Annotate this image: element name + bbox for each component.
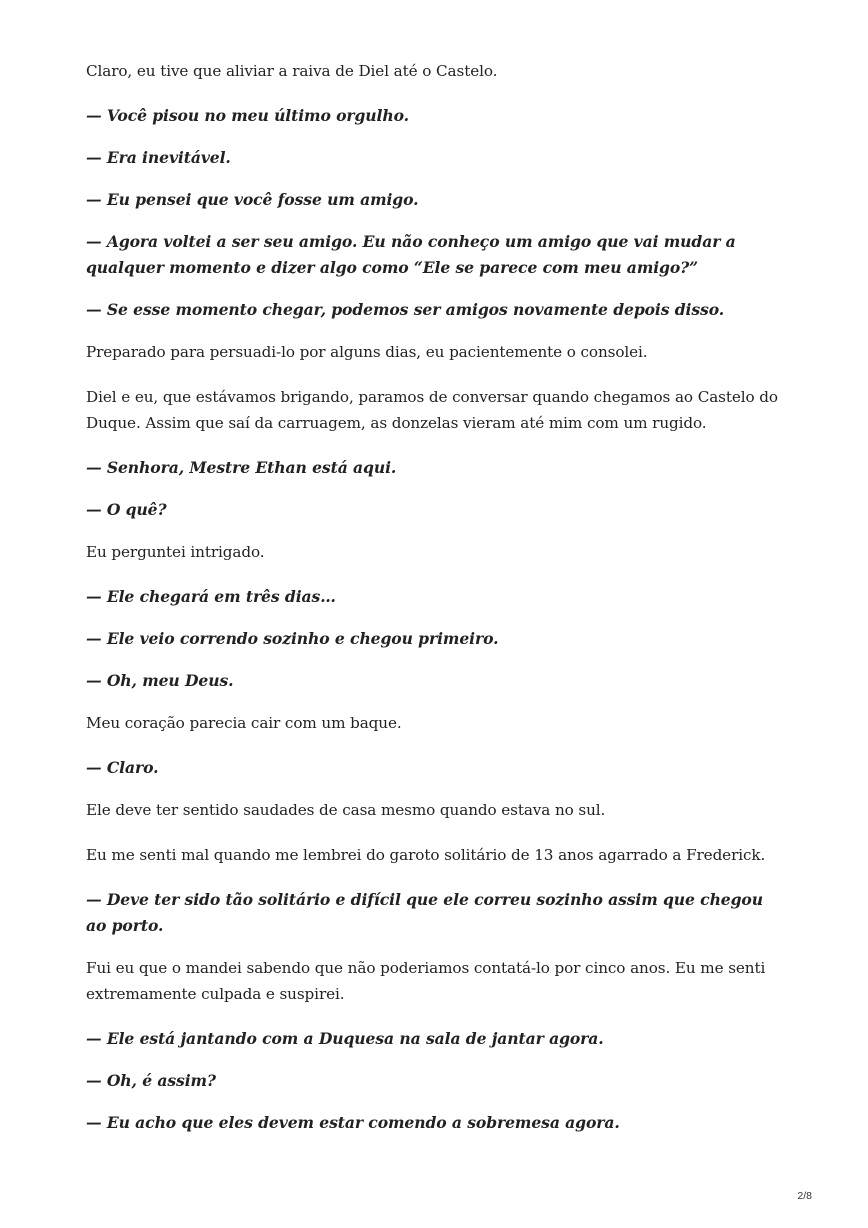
paragraph-speech: — Deve ter sido tão solitário e difícil que ele correu sozinho assim que chegou ao porto. bbox=[86, 890, 763, 935]
paragraph-narration: Fui eu que o mandei sabendo que não poderiamos contatá-lo por cinco anos. Eu me senti extremamente culpada e suspirei. bbox=[86, 959, 766, 1003]
paragraph-speech: — Senhora, Mestre Ethan está aqui. bbox=[86, 458, 397, 477]
paragraph-speech: — Ele chegará em três dias… bbox=[86, 587, 336, 606]
paragraph-narration: Eu me senti mal quando me lembrei do garoto solitário de 13 anos agarrado a Frederick. bbox=[86, 846, 766, 864]
paragraph-speech: — Oh, é assim? bbox=[86, 1071, 216, 1090]
paragraph-speech: — Era inevitável. bbox=[86, 148, 231, 167]
paragraph-narration: Eu perguntei intrigado. bbox=[86, 543, 265, 561]
paragraph-narration: Claro, eu tive que aliviar a raiva de Diel até o Castelo. bbox=[86, 62, 498, 80]
paragraph-narration: Diel e eu, que estávamos brigando, paramos de conversar quando chegamos ao Castelo do Duque. Assim que saí da carruagem, as donzelas vieram até mim com um rugido. bbox=[86, 388, 778, 432]
paragraph-speech: — Se esse momento chegar, podemos ser amigos novamente depois disso. bbox=[86, 300, 725, 319]
page-content bbox=[86, 58, 786, 1152]
paragraph-narration: Preparado para persuadi-lo por alguns dias, eu pacientemente o consolei. bbox=[86, 343, 648, 361]
paragraph-speech: — Claro. bbox=[86, 758, 159, 777]
paragraph-narration: Ele deve ter sentido saudades de casa mesmo quando estava no sul. bbox=[86, 801, 606, 819]
page-number: 2/8 bbox=[797, 1190, 812, 1202]
paragraph-speech: — O quê? bbox=[86, 500, 167, 519]
paragraph-speech: — Eu acho que eles devem estar comendo a sobremesa agora. bbox=[86, 1113, 620, 1132]
paragraph-speech: — Agora voltei a ser seu amigo. Eu não conheço um amigo que vai mudar a qualquer momento e dizer algo como “Ele se parece com meu amigo?” bbox=[86, 232, 736, 277]
paragraph-speech: — Ele está jantando com a Duquesa na sala de jantar agora. bbox=[86, 1029, 604, 1048]
paragraph-speech: — Ele veio correndo sozinho e chegou primeiro. bbox=[86, 629, 499, 648]
paragraph-speech: — Você pisou no meu último orgulho. bbox=[86, 106, 409, 125]
paragraph-speech: — Eu pensei que você fosse um amigo. bbox=[86, 190, 419, 209]
paragraph-speech: — Oh, meu Deus. bbox=[86, 671, 234, 690]
paragraph-narration: Meu coração parecia cair com um baque. bbox=[86, 714, 402, 732]
